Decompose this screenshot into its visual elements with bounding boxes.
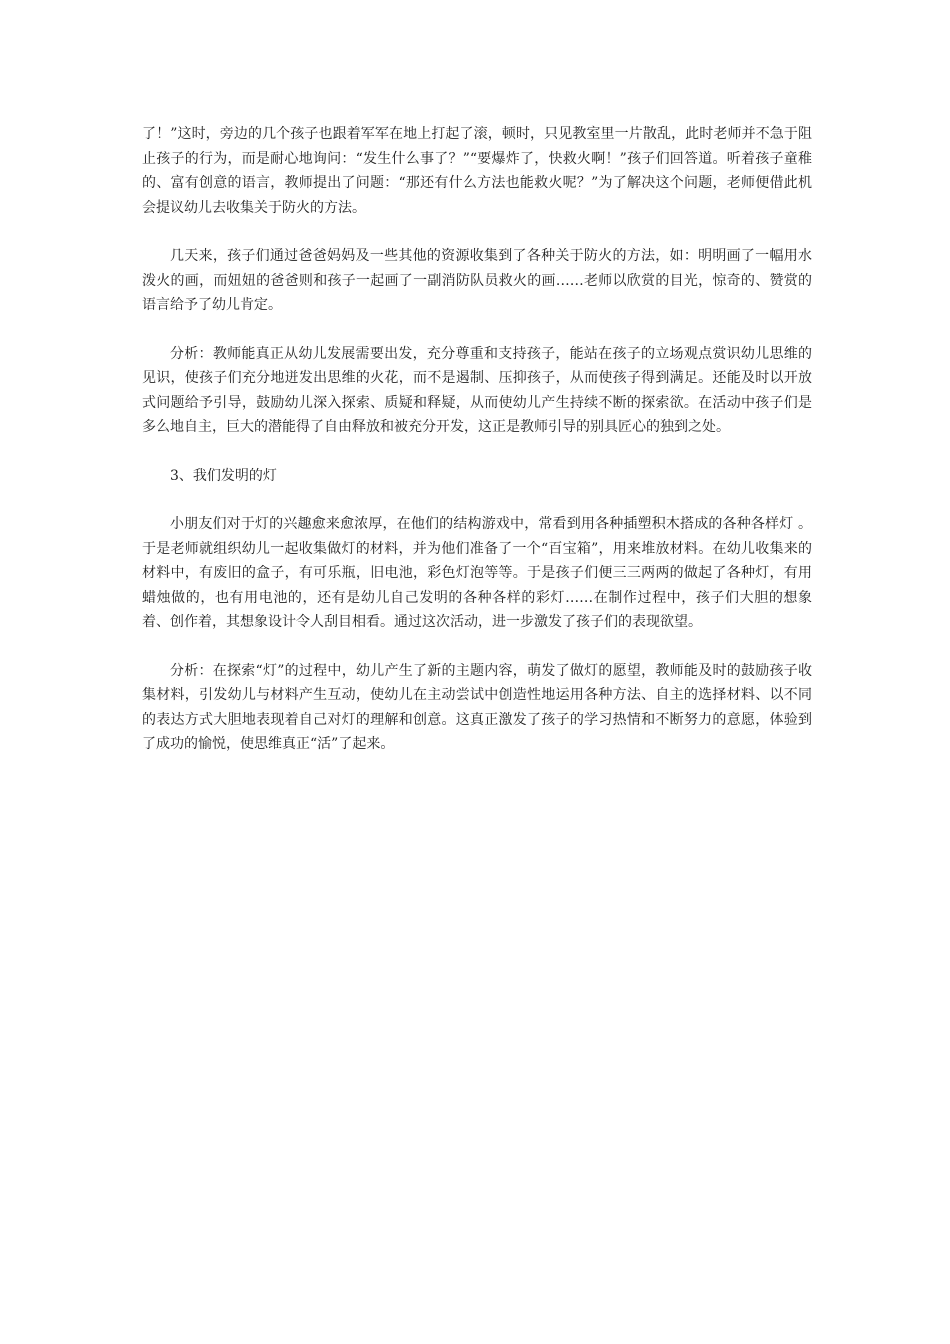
paragraph-continuation: 了！”这时，旁边的几个孩子也跟着军军在地上打起了滚，顿时，只见教室里一片散乱，此时老师并不急于阻止孩子的行为，而是耐心地询问：“发生什么事了？”“要爆炸了，快救火啊！”孩子们回答道。听着孩子童稚的、富有创意的语言，教师提出了问题：“那还有什么方法也能救火呢？”为了解决这个问题，老师便借此机会提议幼儿去收集关于防火的方法。 — [142, 126, 812, 216]
paragraph-lamps: 小朋友们对于灯的兴趣愈来愈浓厚，在他们的结构游戏中，常看到用各种插塑积木搭成的各种各样灯 。于是老师就组织幼儿一起收集做灯的材料，并为他们准备了一个“百宝箱”，用来堆放材料。在幼儿收集来的材料中，有废旧的盒子，有可乐瓶，旧电池，彩色灯泡等等。于是孩子们便三三两两的做起了各种灯，有用蜡烛做的，也有用电池的，还有是幼儿自己发明的各种各样的彩灯……在制作过程中，孩子们大胆的想象着、创作着，其想象设计令人刮目相看。通过这次活动，进一步激发了孩子们的表现欲望。 — [142, 516, 812, 630]
section-heading-lamps: 3、我们发明的灯 — [170, 467, 277, 484]
paragraph-analysis-2: 分析：在探索“灯”的过程中，幼儿产生了新的主题内容，萌发了做灯的愿望，教师能及时的鼓励孩子收集材料，引发幼儿与材料产生互动，使幼儿在主动尝试中创造性地运用各种方法、自主的选择材料、以不同的表达方式大胆地表现着自己对灯的理解和创意。这真正激发了孩子的学习热情和不断努力的意愿，体验到了成功的愉悦，使思维真正“活”了起来。 — [142, 662, 812, 752]
document-body — [142, 122, 812, 781]
paragraph-analysis-1: 分析：教师能真正从幼儿发展需要出发，充分尊重和支持孩子，能站在孩子的立场观点赏识幼儿思维的见识，使孩子们充分地迸发出思维的火花，而不是遏制、压抑孩子，从而使孩子得到满足。还能及时以开放式问题给予引导，鼓励幼儿深入探索、质疑和释疑，从而使幼儿产生持续不断的探索欲。在活动中孩子们是多么地自主，巨大的潜能得了自由释放和被充分开发，这正是教师引导的别具匠心的独到之处。 — [142, 345, 812, 435]
paragraph-fire-methods: 几天来，孩子们通过爸爸妈妈及一些其他的资源收集到了各种关于防火的方法，如：明明画了一幅用水泼火的画，而妞妞的爸爸则和孩子一起画了一副消防队员救火的画……老师以欣赏的目光，惊奇的、赞赏的语言给予了幼儿肯定。 — [142, 248, 812, 313]
